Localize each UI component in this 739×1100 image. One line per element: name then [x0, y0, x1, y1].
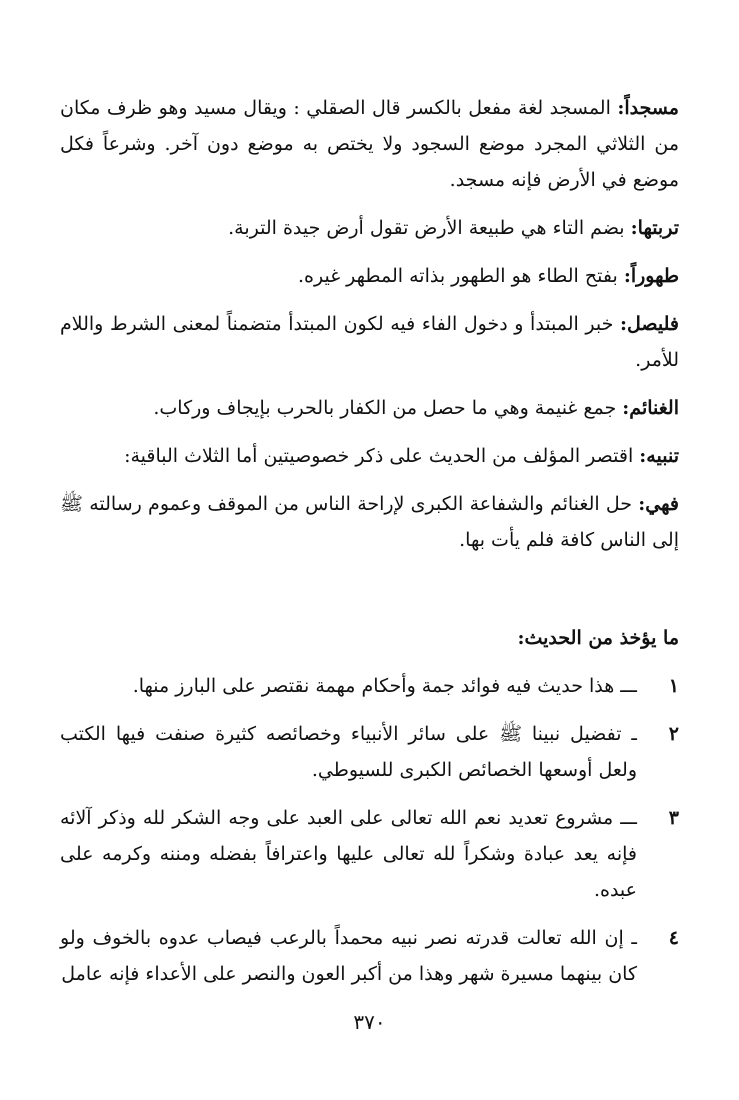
lesson-item	[60, 800, 679, 908]
lesson-text: ـــ مشروع تعديد نعم الله تعالى على العبد على وجه الشكر لله وذكر آلائه فإنه يعد عبادة وشكراً لله تعالى عليها واعترافاً بفضله ومننه وكرمه على عبده.	[60, 807, 637, 901]
definition-term: تنبيه:	[639, 445, 679, 467]
lesson-number: ٤	[668, 927, 679, 949]
definition-entry	[60, 306, 679, 378]
lesson-item	[60, 920, 679, 992]
definition-term: مسجداً:	[617, 97, 679, 119]
lesson-item	[60, 668, 679, 704]
page-body	[60, 90, 679, 1004]
definition-text: اقتصر المؤلف من الحديث على ذكر خصوصيتين أما الثلاث الباقية:	[124, 445, 634, 467]
definition-term: فهي:	[638, 493, 679, 515]
definition-entry	[60, 390, 679, 426]
lesson-item	[60, 716, 679, 788]
definition-entry	[60, 258, 679, 294]
definition-text: خبر المبتدأ و دخول الفاء فيه لكون المبتدأ متضمناً لمعنى الشرط واللام للأمر.	[60, 313, 679, 371]
definition-text: جمع غنيمة وهي ما حصل من الكفار بالحرب بإيجاف وركاب.	[153, 397, 617, 419]
lesson-text: ـــ هذا حديث فيه فوائد جمة وأحكام مهمة نقتصر على البارز منها.	[132, 675, 637, 697]
definition-entry	[60, 90, 679, 198]
definition-term: طهوراً:	[623, 265, 679, 287]
definition-entry	[60, 438, 679, 474]
definition-entry	[60, 210, 679, 246]
definition-term: فليصل:	[620, 313, 679, 335]
lesson-text: ـ تفضيل نبينا ﷺ على سائر الأنبياء وخصائصه كثيرة صنفت فيها الكتب ولعل أوسعها الخصائص الكبرى للسيوطي.	[60, 723, 637, 781]
lesson-text: ـ إن الله تعالت قدرته نصر نبيه محمداً بالرعب فيصاب عدوه بالخوف ولو كان بينهما مسيرة شهر وهذا من أكبر العون والنصر على الأعداء فإنه عامل	[60, 927, 637, 985]
section-spacer	[60, 570, 679, 620]
page-number: ٣٧٠	[353, 1010, 386, 1034]
definition-text: حل الغنائم والشفاعة الكبرى لإراحة الناس من الموقف وعموم رسالته ﷺ إلى الناس كافة فلم يأت بها.	[60, 493, 679, 551]
definition-text: بضم التاء هي طبيعة الأرض تقول أرض جيدة التربة.	[228, 217, 625, 239]
definition-term: تربتها:	[630, 217, 679, 239]
lesson-number: ٣	[668, 807, 679, 829]
definition-entry	[60, 486, 679, 558]
lessons-heading: ما يؤخذ من الحديث:	[517, 627, 679, 649]
lesson-number: ٢	[668, 723, 679, 745]
definition-term: الغنائم:	[622, 397, 679, 419]
lesson-number: ١	[668, 675, 679, 697]
definition-text: بفتح الطاء هو الطهور بذاته المطهر غيره.	[297, 265, 618, 287]
definition-text: المسجد لغة مفعل بالكسر قال الصقلي : ويقال مسيد وهو ظرف مكان من الثلاثي المجرد موضع السجود ولا يختص به موضع دون آخر. وشرعاً فكل موضع في الأرض فإنه مسجد.	[60, 97, 679, 191]
